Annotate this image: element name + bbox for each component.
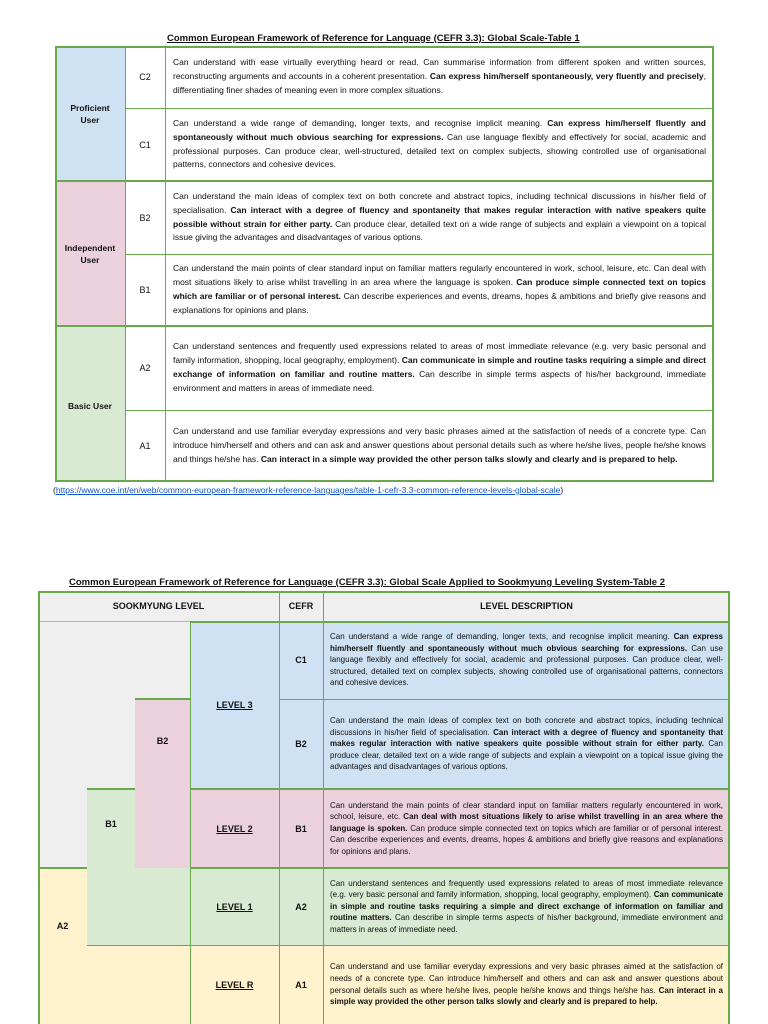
desc-bold: Can produce simple connected text on topics which are familiar or of personal interest. (173, 277, 706, 301)
header-sookmyung-level: SOOKMYUNG LEVEL (112, 601, 205, 611)
table1-title: Common European Framework of Reference for Language (CEFR 3.3): Global Scale-Table 1 (167, 33, 580, 44)
table2-code-b2: B2 (295, 739, 307, 749)
description-b2 (165, 181, 714, 254)
desc-bold: Can interact with a degree of fluency and spontaneity that makes regular interaction with native speakers quite possible without strain for either party. (330, 727, 723, 749)
desc-text: Can understand and use familiar everyday expressions and very basic phrases aimed at the satisfaction of needs of a concrete type. Can introduce him/herself and others and can ask and answer questions about personal details such as where he/she lives, people he/she knows and things he/she has. (173, 426, 706, 464)
table1 (55, 46, 714, 482)
description-b1 (165, 254, 714, 326)
desc-bold: Can communicate in simple and routine tasks requiring a simple and direct exchange of information on familiar and routine matters. (173, 355, 707, 379)
table2-code-a2: A2 (295, 901, 307, 912)
group-proficient-user (55, 46, 125, 181)
table1-col-divider (125, 46, 126, 482)
desc-text: Can understand the main points of clear standard input on familiar matters regularly encountered in work, school, leisure, etc. (330, 800, 723, 822)
desc-text: Can describe in simple terms aspects of his/her background, immediate environment and matters in areas of immediate need. (173, 369, 706, 393)
table2-header-divider (190, 621, 730, 623)
table2-description-a2 (323, 868, 730, 945)
stair-line-b2 (135, 698, 190, 700)
desc-text: Can produce clear, detailed text on a wide range of subjects and explain a viewpoint on a topical issue giving the advantages and disadvantages of various options. (330, 739, 723, 772)
desc-text: Can use language flexibly and effectively for social, academic and professional purposes. Can produce clear, well-structured, detailed text on complex subjects, showing controlled use of organisational patterns, connectors and cohesive devices. (173, 131, 706, 170)
desc-bold: Can interact with a degree of fluency and spontaneity that makes regular interaction with native speakers quite possible without strain for either party. (173, 204, 706, 229)
desc-bold: Can express him/herself spontaneously, very fluently and precisely (429, 71, 704, 82)
desc-text: Can understand sentences and frequently used expressions related to areas of most immediate relevance (e.g. very basic personal and family information, shopping, local geography, employment). (173, 341, 706, 366)
header-level-description: LEVEL DESCRIPTION (480, 601, 573, 611)
desc-bold: Can interact in a simple way provided the other person talks slowly and clearly and is prepared to help. (330, 985, 723, 1007)
stair-vline-b2 (190, 621, 191, 1024)
desc-text: Can understand the main ideas of complex text on both concrete and abstract topics, including technical discussions in his/her field of specialisation. (173, 190, 706, 215)
group-label: Basic User (68, 401, 112, 411)
desc-text: Can understand sentences and frequently used expressions related to areas of most immediate relevance (e.g. very basic personal and family information, shopping, local geography, employment). (330, 878, 723, 900)
paren: ) (560, 485, 564, 495)
table1-border-bottom (55, 480, 714, 482)
level-1-label: LEVEL 1 (216, 901, 253, 912)
table2-border-top (38, 591, 730, 593)
table2-col-divider (323, 591, 324, 1024)
desc-bold: Can express him/herself fluently and spontaneously without much obvious searching for expressions. (173, 117, 706, 142)
table2-description-c1 (323, 621, 730, 699)
stair-label-b1: B1 (105, 819, 117, 829)
desc-text: Can describe experiences and events, dreams, hopes & ambitions and briefly give reasons and explanations for opinions and plans. (173, 291, 706, 315)
table2-border-left (38, 591, 40, 1024)
cefr-code-c2: C2 (139, 72, 151, 82)
group-independent-user (55, 181, 125, 326)
table2-row-divider (279, 699, 730, 700)
desc-bold: Can interact in a simple way provided the other person talks slowly and clearly and is prepared to help. (260, 453, 678, 464)
desc-text: Can understand a wide range of demanding, longer texts, and recognise implicit meaning. (330, 632, 674, 642)
table2-description-b2 (323, 699, 730, 789)
table2-row-divider (190, 788, 730, 790)
desc-text: Can understand the main ideas of complex text on both concrete and abstract topics, including technical discussions in his/her field of specialisation. (330, 716, 723, 737)
cefr-code-a2: A2 (139, 363, 151, 373)
table2-code-a1: A1 (295, 979, 307, 990)
table1-border-left (55, 46, 57, 482)
table2-code-c1: C1 (295, 655, 307, 665)
desc-bold: Can express him/herself fluently and spontaneously without much obvious searching for expressions. (330, 632, 723, 653)
table2-description-b1 (323, 789, 730, 868)
desc-text: Can use language flexibly and effectively for social, academic and professional purposes. Can produce clear, well-structured, detailed text on complex subjects, showing controlled use of organisational patterns, connectors and cohesive devices. (330, 643, 723, 688)
group-basic-user (55, 326, 125, 482)
header-cefr: CEFR (288, 601, 314, 611)
table1-group-divider (55, 325, 714, 327)
table2-header-divider (38, 621, 190, 622)
group-label: Proficient User (70, 102, 110, 125)
stair-line-a2 (38, 867, 87, 869)
table1-row-divider (125, 108, 714, 109)
source-citation (53, 485, 563, 495)
description-c2 (165, 46, 714, 108)
cefr-code-b1: B1 (139, 285, 151, 295)
desc-text: Can produce clear, detailed text on a wide range of subjects and explain a viewpoint on a topical issue giving the advantages and disadvantages of various options. (173, 218, 706, 243)
paren: ( (53, 485, 56, 495)
desc-bold: Can communicate in simple and routine tasks requiring a simple and direct exchange of information on familiar and routine matters. (330, 890, 724, 923)
desc-text: Can describe in simple terms aspects of his/her background, immediate environment and matters in areas of immediate need. (330, 913, 723, 934)
table1-row-divider (125, 410, 714, 411)
table2-row-divider (190, 867, 730, 869)
description-a1 (165, 410, 714, 482)
description-a2 (165, 326, 714, 410)
cefr-code-b2: B2 (139, 212, 151, 223)
level-2-label: LEVEL 2 (216, 823, 253, 834)
level-r-label: LEVEL R (215, 979, 254, 990)
stair-label-b2: B2 (156, 736, 169, 746)
table2-border-right (728, 591, 730, 1024)
table1-row-divider (125, 254, 714, 255)
stair-label-a2: A2 (56, 921, 69, 931)
group-label: Independent User (64, 242, 116, 265)
desc-text: Can understand the main points of clear standard input on familiar matters regularly encountered in work, school, leisure, etc. Can deal with most situations likely to arise whilst travelling in an area where the language is spoken. (173, 263, 706, 288)
table1-border-right (712, 46, 714, 482)
level-3-label: LEVEL 3 (216, 700, 253, 710)
table2-row-divider (87, 945, 730, 946)
desc-bold: Can deal with most situations likely to arise whilst travelling in an area where the language is spoken. (330, 812, 724, 833)
table1-group-divider (55, 180, 714, 182)
desc-text: Can understand and use familiar everyday expressions and very basic phrases aimed at the satisfaction of needs of a concrete type. Can introduce him/herself and others and can ask and answer questions about personal details such as where he/she lives, people he/she knows and things he/she has. (330, 962, 723, 995)
stair-line-b1 (87, 788, 135, 790)
description-c1 (165, 108, 714, 181)
desc-text: Can understand a wide range of demanding, longer texts, and recognise implicit meaning. (173, 117, 548, 128)
cefr-code-c1: C1 (139, 139, 151, 150)
table2-code-b1: B1 (295, 823, 307, 834)
table2-description-a1 (323, 945, 730, 1024)
table1-col-divider (165, 46, 166, 482)
table2-title: Common European Framework of Reference for Language (CEFR 3.3): Global Scale Applied to Sookmyung Leveling System-Table 2 (69, 577, 665, 588)
table2 (38, 591, 730, 1024)
table1-border-top (55, 46, 714, 48)
source-link[interactable]: https://www.coe.int/en/web/common-european-framework-reference-languages/table-1-cefr-3.3-common-reference-levels-global-scale (55, 485, 561, 495)
desc-text: Can understand with ease virtually everything heard or read. Can summarise information from different spoken and written sources, reconstructing arguments and accounts in a coherent presentation. (173, 57, 706, 82)
desc-text: , differentiating finer shades of meaning even in more complex situations. (173, 71, 706, 95)
table2-col-divider (279, 591, 280, 1024)
desc-text: Can produce simple connected text on topics which are familiar or of personal interest. Can describe experiences and events, dreams, hopes & ambitions and briefly give reasons and explanations for opinions and plans. (330, 823, 723, 856)
cefr-code-a1: A1 (139, 441, 151, 451)
